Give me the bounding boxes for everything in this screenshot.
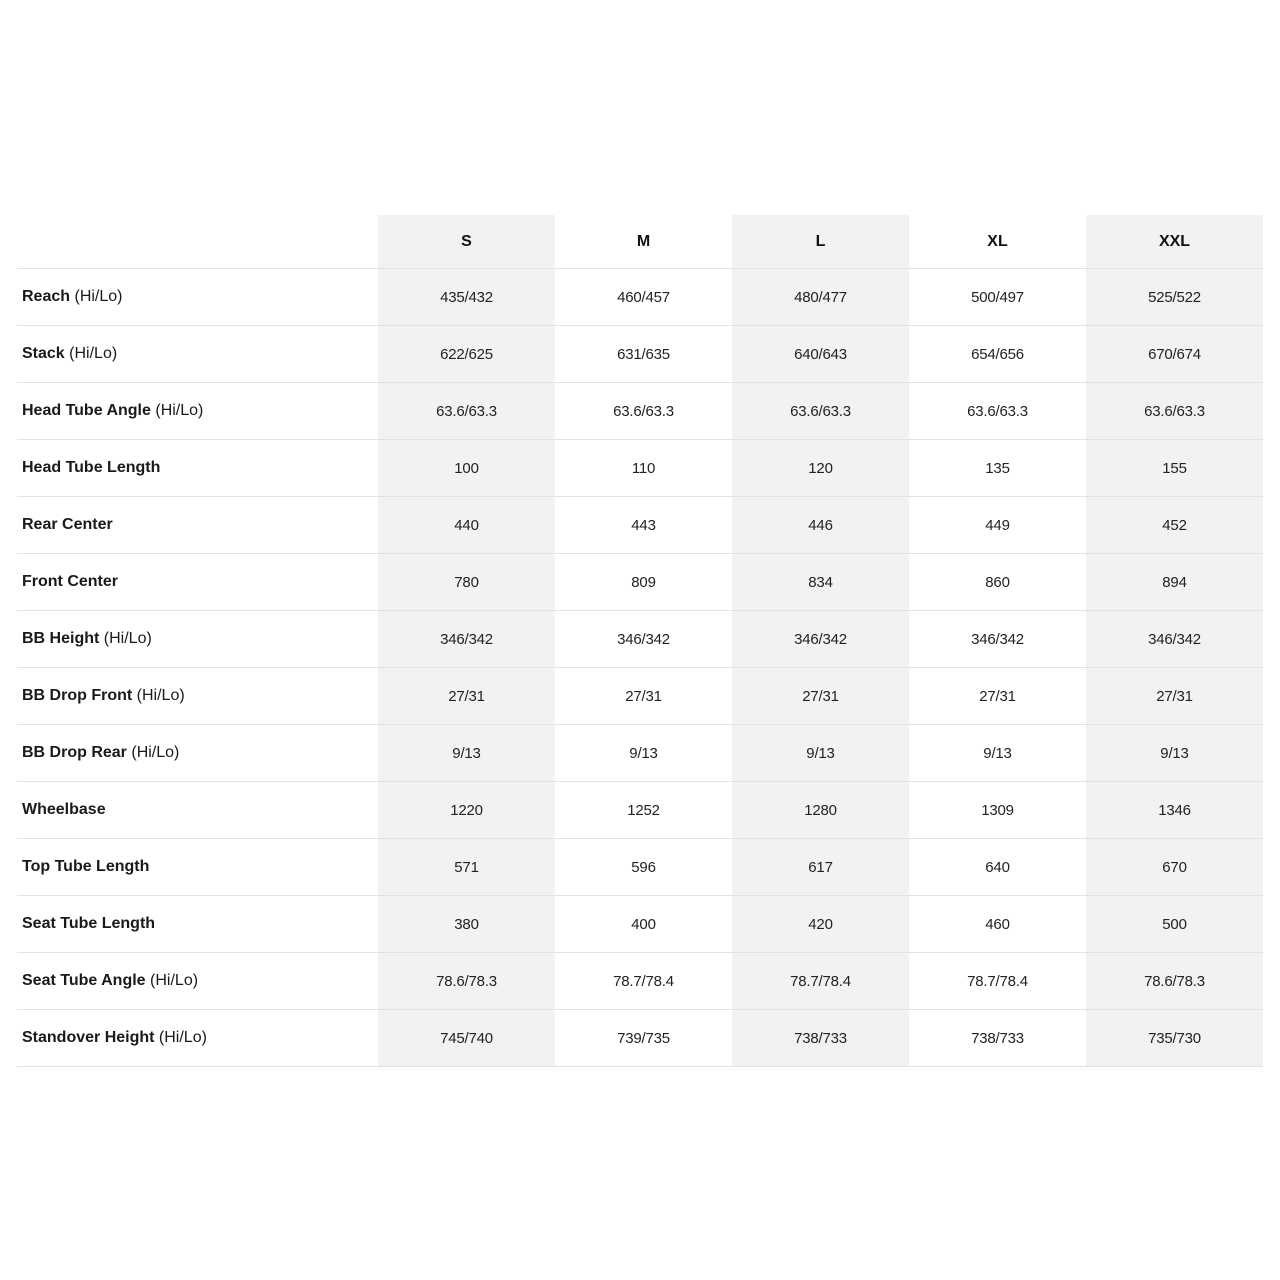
row-label-main: Top Tube Length [22, 858, 150, 875]
table-row [17, 383, 1263, 440]
table-cell: 27/31 [732, 668, 909, 725]
table-cell: 525/522 [1086, 269, 1263, 326]
table-cell: 449 [909, 497, 1086, 554]
table-cell: 435/432 [378, 269, 555, 326]
table-cell: 860 [909, 554, 1086, 611]
table-cell: 1280 [732, 782, 909, 839]
table-cell: 500 [1086, 896, 1263, 953]
table-cell: 738/733 [732, 1010, 909, 1067]
row-label [17, 554, 378, 611]
row-label-main: Stack [22, 345, 65, 362]
table-row [17, 269, 1263, 326]
table-cell: 27/31 [378, 668, 555, 725]
row-label-note: (Hi/Lo) [136, 687, 185, 704]
table-row [17, 953, 1263, 1010]
row-label-main: Reach [22, 288, 71, 305]
row-label-main: BB Height [22, 630, 100, 647]
table-cell: 894 [1086, 554, 1263, 611]
row-label-main: Head Tube Angle [22, 402, 151, 419]
table-cell: 460 [909, 896, 1086, 953]
table-cell: 135 [909, 440, 1086, 497]
table-cell: 120 [732, 440, 909, 497]
row-label-note: (Hi/Lo) [150, 972, 199, 989]
table-row [17, 782, 1263, 839]
table-row [17, 668, 1263, 725]
table-cell: 346/342 [732, 611, 909, 668]
table-cell: 670/674 [1086, 326, 1263, 383]
table-cell: 9/13 [909, 725, 1086, 782]
row-label [17, 1010, 378, 1067]
table-cell: 346/342 [555, 611, 732, 668]
row-label [17, 839, 378, 896]
geometry-table-body [17, 269, 1263, 1067]
row-label-main: BB Drop Rear [22, 744, 127, 761]
table-cell: 640 [909, 839, 1086, 896]
table-cell: 63.6/63.3 [909, 383, 1086, 440]
table-cell: 155 [1086, 440, 1263, 497]
table-cell: 452 [1086, 497, 1263, 554]
table-cell: 622/625 [378, 326, 555, 383]
row-label-main: Rear Center [22, 516, 113, 533]
table-cell: 834 [732, 554, 909, 611]
row-label [17, 611, 378, 668]
row-label-main: Head Tube Length [22, 459, 161, 476]
table-cell: 809 [555, 554, 732, 611]
row-label-note: (Hi/Lo) [74, 288, 123, 305]
table-cell: 78.7/78.4 [732, 953, 909, 1010]
table-cell: 63.6/63.3 [555, 383, 732, 440]
table-cell: 63.6/63.3 [1086, 383, 1263, 440]
row-label-note: (Hi/Lo) [69, 345, 118, 362]
table-cell: 346/342 [1086, 611, 1263, 668]
table-row [17, 611, 1263, 668]
table-cell: 346/342 [378, 611, 555, 668]
size-header-m: M [555, 215, 732, 269]
table-cell: 738/733 [909, 1010, 1086, 1067]
row-label [17, 896, 378, 953]
header-corner-cell [17, 215, 378, 269]
table-cell: 654/656 [909, 326, 1086, 383]
row-label-note: (Hi/Lo) [131, 744, 180, 761]
row-label [17, 782, 378, 839]
size-header-xxl: XXL [1086, 215, 1263, 269]
table-cell: 1309 [909, 782, 1086, 839]
table-cell: 9/13 [1086, 725, 1263, 782]
row-label-note: (Hi/Lo) [103, 630, 152, 647]
table-cell: 380 [378, 896, 555, 953]
table-cell: 571 [378, 839, 555, 896]
row-label [17, 725, 378, 782]
table-cell: 9/13 [555, 725, 732, 782]
row-label [17, 440, 378, 497]
table-row [17, 326, 1263, 383]
table-cell: 735/730 [1086, 1010, 1263, 1067]
table-cell: 110 [555, 440, 732, 497]
table-cell: 27/31 [1086, 668, 1263, 725]
row-label [17, 668, 378, 725]
table-cell: 1220 [378, 782, 555, 839]
row-label-main: Seat Tube Length [22, 915, 156, 932]
table-cell: 346/342 [909, 611, 1086, 668]
table-cell: 443 [555, 497, 732, 554]
table-cell: 631/635 [555, 326, 732, 383]
table-row [17, 440, 1263, 497]
row-label [17, 953, 378, 1010]
table-cell: 63.6/63.3 [378, 383, 555, 440]
table-cell: 670 [1086, 839, 1263, 896]
row-label [17, 269, 378, 326]
row-label-main: Standover Height [22, 1029, 155, 1046]
table-row [17, 839, 1263, 896]
table-cell: 617 [732, 839, 909, 896]
row-label-main: Wheelbase [22, 801, 106, 818]
table-cell: 27/31 [909, 668, 1086, 725]
table-cell: 1346 [1086, 782, 1263, 839]
table-cell: 640/643 [732, 326, 909, 383]
table-cell: 78.6/78.3 [1086, 953, 1263, 1010]
table-cell: 745/740 [378, 1010, 555, 1067]
row-label [17, 326, 378, 383]
table-cell: 780 [378, 554, 555, 611]
table-row [17, 497, 1263, 554]
row-label-main: Seat Tube Angle [22, 972, 146, 989]
size-header-l: L [732, 215, 909, 269]
size-header-row [17, 215, 1263, 269]
table-cell: 500/497 [909, 269, 1086, 326]
table-cell: 480/477 [732, 269, 909, 326]
table-cell: 739/735 [555, 1010, 732, 1067]
table-cell: 9/13 [378, 725, 555, 782]
table-cell: 400 [555, 896, 732, 953]
table-cell: 1252 [555, 782, 732, 839]
row-label [17, 383, 378, 440]
row-label-main: BB Drop Front [22, 687, 133, 704]
table-cell: 27/31 [555, 668, 732, 725]
table-cell: 78.7/78.4 [555, 953, 732, 1010]
table-row [17, 896, 1263, 953]
row-label-main: Front Center [22, 573, 118, 590]
table-cell: 63.6/63.3 [732, 383, 909, 440]
table-row [17, 725, 1263, 782]
geometry-table [17, 215, 1263, 1067]
table-cell: 446 [732, 497, 909, 554]
row-label-note: (Hi/Lo) [158, 1029, 207, 1046]
geometry-table-header [17, 215, 1263, 269]
row-label-note: (Hi/Lo) [155, 402, 204, 419]
table-cell: 78.7/78.4 [909, 953, 1086, 1010]
table-row [17, 554, 1263, 611]
table-cell: 78.6/78.3 [378, 953, 555, 1010]
table-cell: 9/13 [732, 725, 909, 782]
table-cell: 420 [732, 896, 909, 953]
table-cell: 440 [378, 497, 555, 554]
row-label [17, 497, 378, 554]
table-cell: 460/457 [555, 269, 732, 326]
size-header-s: S [378, 215, 555, 269]
table-cell: 596 [555, 839, 732, 896]
table-cell: 100 [378, 440, 555, 497]
table-row [17, 1010, 1263, 1067]
size-header-xl: XL [909, 215, 1086, 269]
